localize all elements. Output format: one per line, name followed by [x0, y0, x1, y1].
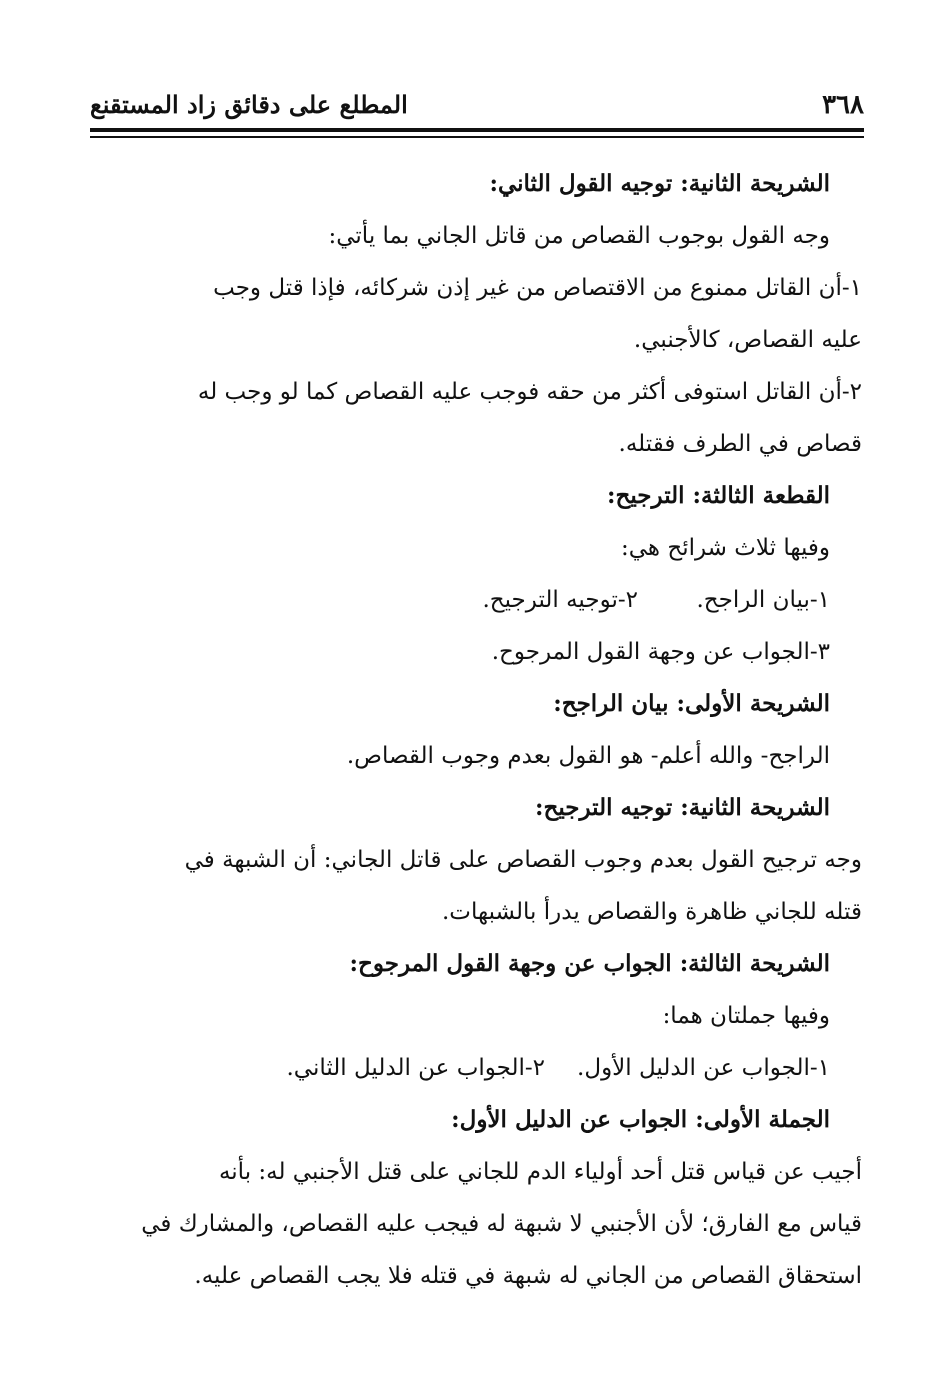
- paragraph-line: استحقاق القصاص من الجاني له شبهة في قتله فلا يجب القصاص عليه.: [194, 1263, 862, 1289]
- page-body: [100, 158, 862, 1302]
- two-column-list: [100, 574, 830, 626]
- section-heading: الشريحة الأولى: بيان الراجح:: [553, 690, 830, 717]
- paragraph-line: وفيها جملتان هما:: [662, 1003, 830, 1029]
- section-heading: الشريحة الثانية: توجيه الترجيح:: [534, 794, 830, 821]
- page-number: ٣٦٨: [822, 90, 864, 120]
- section-heading: الشريحة الثالثة: الجواب عن وجهة القول المرجوح:: [349, 950, 830, 977]
- paragraph-line: قصاص في الطرف فقتله.: [618, 431, 862, 457]
- list-item: ١-بيان الراجح.: [696, 587, 830, 613]
- paragraph-line: وفيها ثلاث شرائح هي:: [620, 535, 830, 561]
- list-item: ١-أن القاتل ممنوع من الاقتصاص من غير إذن شركائه، فإذا قتل وجب: [213, 275, 862, 301]
- section-heading: الجملة الأولى: الجواب عن الدليل الأول:: [451, 1106, 830, 1133]
- two-column-list: [100, 1042, 830, 1094]
- section-heading: الشريحة الثانية: توجيه القول الثاني:: [489, 170, 830, 197]
- paragraph-line: وجه القول بوجوب القصاص من قاتل الجاني بما يأتي:: [328, 223, 830, 249]
- paragraph-line: أجيب عن قياس قتل أحد أولياء الدم للجاني على قتل الأجنبي له: بأنه: [218, 1159, 862, 1185]
- paragraph-line: قتله للجاني ظاهرة والقصاص يدرأ بالشبهات.: [442, 899, 862, 925]
- list-item: ١-الجواب عن الدليل الأول.: [577, 1055, 830, 1081]
- section-heading: القطعة الثالثة: الترجيح:: [607, 482, 830, 509]
- list-item: ٣-الجواب عن وجهة القول المرجوح.: [491, 639, 830, 665]
- paragraph-line: الراجح- والله أعلم- هو القول بعدم وجوب القصاص.: [346, 743, 830, 769]
- list-item: ٢-أن القاتل استوفى أكثر من حقه فوجب عليه القصاص كما لو وجب له: [197, 379, 862, 405]
- header-rule-thick: [90, 128, 864, 132]
- list-item: ٢-الجواب عن الدليل الثاني.: [286, 1055, 545, 1081]
- header-rule-thin: [90, 136, 864, 138]
- paragraph-line: عليه القصاص، كالأجنبي.: [633, 327, 862, 353]
- paragraph-line: وجه ترجيح القول بعدم وجوب القصاص على قاتل الجاني: أن الشبهة في: [184, 847, 862, 873]
- paragraph-line: قياس مع الفارق؛ لأن الأجنبي لا شبهة له فيجب عليه القصاص، والمشارك في: [141, 1211, 862, 1237]
- page-header: [90, 88, 864, 122]
- running-title: المطلع على دقائق زاد المستقنع: [90, 90, 408, 119]
- list-item: ٢-توجيه الترجيح.: [482, 587, 638, 613]
